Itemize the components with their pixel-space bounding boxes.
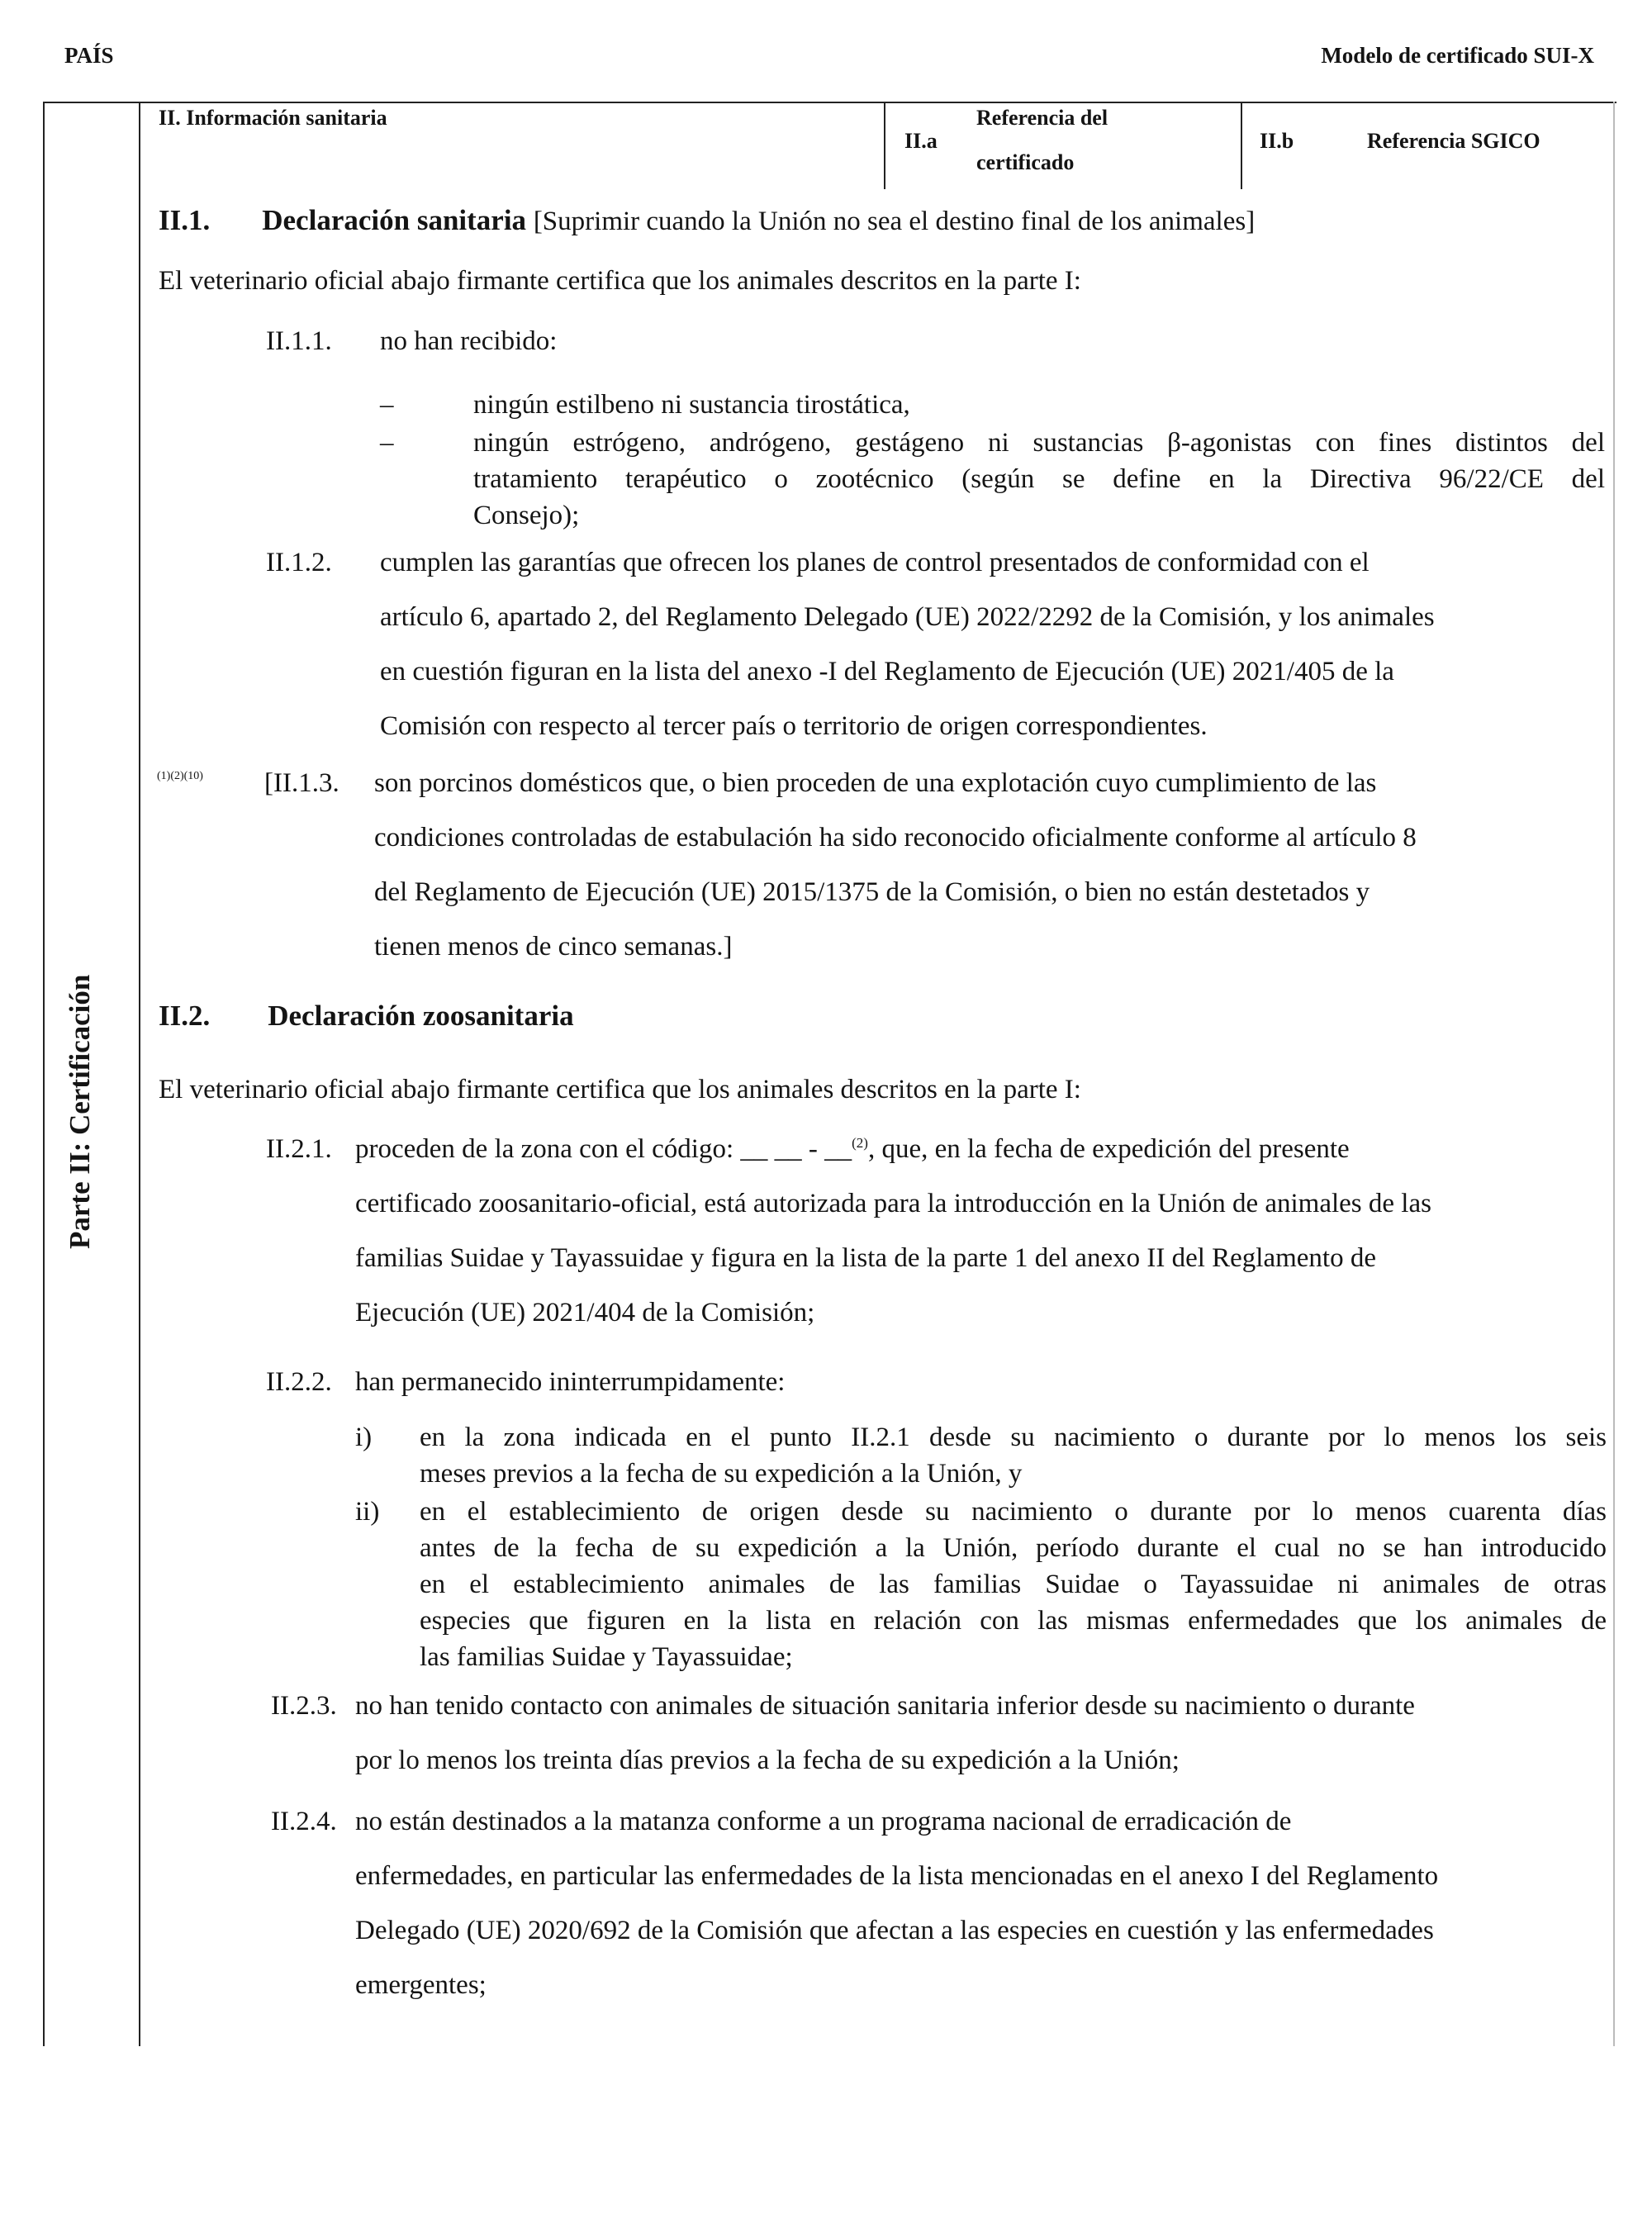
item-ii22-ii-line1: en el establecimiento de origen desde su nacimiento o durante por lo menos cuarenta días bbox=[420, 1497, 1607, 1527]
item-ii23-text bbox=[355, 1679, 1607, 1788]
item-ii12-text bbox=[380, 535, 1611, 753]
section-ii2-heading bbox=[159, 998, 574, 1034]
ref-b-label: Referencia SGICO bbox=[1367, 129, 1540, 153]
item-ii13-text bbox=[374, 756, 1605, 974]
item-ii13-line3: del Reglamento de Ejecución (UE) 2015/1375 de la Comisión, o bien no están destetados y bbox=[374, 877, 1370, 907]
item-ii12-line4: Comisión con respecto al tercer país o territorio de origen correspondientes. bbox=[380, 711, 1208, 741]
item-ii24-number: II.2.4. bbox=[271, 1807, 337, 1836]
item-ii22-i-line1: en la zona indicada en el punto II.2.1 desde su nacimiento o durante por lo menos los seis bbox=[420, 1422, 1607, 1452]
section-ii2-number: II.2. bbox=[159, 1000, 211, 1032]
item-ii22-text: han permanecido ininterrumpidamente: bbox=[355, 1367, 786, 1397]
item-ii12-number: II.1.2. bbox=[266, 548, 332, 577]
item-ii11-bullet1: ningún estilbeno ni sustancia tirostática, bbox=[473, 390, 910, 420]
item-ii22-ii-text bbox=[420, 1494, 1607, 1675]
section-title-health-info: II. Información sanitaria bbox=[159, 106, 387, 130]
item-ii13-footnote-ref: (1)(2)(10) bbox=[157, 770, 203, 782]
section-ii1-title: Declaración sanitaria bbox=[262, 204, 527, 236]
side-label-part-ii: Parte II: Certificación bbox=[64, 974, 96, 1249]
item-ii24-line4: emergentes; bbox=[355, 1970, 487, 2000]
item-ii24-text bbox=[355, 1794, 1607, 2012]
item-ii22-i-number: i) bbox=[355, 1422, 373, 1452]
item-ii11-bullet2 bbox=[473, 425, 1605, 534]
frame-top-border bbox=[43, 102, 1616, 103]
item-ii23-line2: por lo menos los treinta días previos a la fecha de su expedición a la Unión; bbox=[355, 1745, 1180, 1775]
item-ii23-number: II.2.3. bbox=[271, 1691, 337, 1721]
dash-bullet-1: – bbox=[380, 390, 394, 420]
section-ii1-heading bbox=[159, 202, 1255, 240]
section-ii1-number: II.1. bbox=[159, 204, 211, 236]
section-ii2-intro: El veterinario oficial abajo firmante certifica que los animales descritos en la parte I: bbox=[159, 1075, 1081, 1104]
item-ii12-line3: en cuestión figuran en la lista del anexo -I del Reglamento de Ejecución (UE) 2021/405 de la bbox=[380, 657, 1394, 686]
item-ii21-line3: familias Suidae y Tayassuidae y figura en la lista de la parte 1 del anexo II del Reglamento de bbox=[355, 1243, 1376, 1273]
item-ii12-line2: artículo 6, apartado 2, del Reglamento Delegado (UE) 2022/2292 de la Comisión, y los animales bbox=[380, 602, 1435, 632]
item-ii11-bullet2-line2: tratamiento terapéutico o zootécnico (según se define en la Directiva 96/22/CE del bbox=[473, 464, 1605, 494]
item-ii11-bullet2-line1: ningún estrógeno, andrógeno, gestágeno ni sustancias β-agonistas con fines distintos del bbox=[473, 428, 1605, 458]
item-ii22-i-line2: meses previos a la fecha de su expedición a la Unión, y bbox=[420, 1459, 1023, 1489]
item-ii21-line2: certificado zoosanitario-oficial, está autorizada para la introducción en la Unión de animales de las bbox=[355, 1189, 1431, 1218]
country-label: PAÍS bbox=[64, 43, 114, 68]
ref-a-code: II.a bbox=[904, 129, 938, 153]
item-ii22-ii-line4: especies que figuren en la lista en relación con las mismas enfermedades que los animales de bbox=[420, 1606, 1607, 1636]
ref-b-code: II.b bbox=[1260, 129, 1294, 153]
item-ii22-ii-number: ii) bbox=[355, 1497, 380, 1527]
item-ii21-footnote-ref: (2) bbox=[852, 1135, 868, 1151]
section-ii1-intro: El veterinario oficial abajo firmante certifica que los animales descritos en la parte I: bbox=[159, 266, 1081, 296]
item-ii22-ii-line5: las familias Suidae y Tayassuidae; bbox=[420, 1642, 793, 1672]
header-divider-b bbox=[1241, 102, 1242, 189]
item-ii24-line3: Delegado (UE) 2020/692 de la Comisión que afectan a las especies en cuestión y las enfermedades bbox=[355, 1916, 1434, 1945]
certificate-model-label: Modelo de certificado SUI-X bbox=[1321, 43, 1594, 68]
item-ii11-bullet2-line3: Consejo); bbox=[473, 501, 580, 530]
ref-a-label-line1: Referencia del bbox=[976, 106, 1108, 130]
section-ii1-note: [Suprimir cuando la Unión no sea el destino final de los animales] bbox=[533, 207, 1256, 236]
item-ii23-line1: no han tenido contacto con animales de situación sanitaria inferior desde su nacimiento o durante bbox=[355, 1691, 1415, 1721]
ref-a-label-line2: certificado bbox=[976, 150, 1075, 174]
item-ii21-line1-rest: , que, en la fecha de expedición del presente bbox=[867, 1134, 1350, 1164]
item-ii13-line2: condiciones controladas de estabulación ha sido reconocido oficialmente conforme al artículo 8 bbox=[374, 823, 1417, 853]
item-ii22-ii-line3: en el establecimiento animales de las familias Suidae o Tayassuidae ni animales de otras bbox=[420, 1570, 1607, 1599]
item-ii21-line1-code: proceden de la zona con el código: __ __ - __ bbox=[355, 1134, 852, 1164]
item-ii21-text bbox=[355, 1122, 1607, 1340]
frame-left-border bbox=[43, 102, 45, 2046]
item-ii22-number: II.2.2. bbox=[266, 1367, 332, 1397]
item-ii22-i-text bbox=[420, 1419, 1607, 1492]
item-ii24-line2: enfermedades, en particular las enfermedades de la lista mencionadas en el anexo I del Reglamento bbox=[355, 1861, 1439, 1891]
item-ii21-line1 bbox=[355, 1122, 1607, 1176]
section-ii2-title: Declaración zoosanitaria bbox=[268, 1000, 574, 1032]
item-ii11-text: no han recibido: bbox=[380, 326, 558, 356]
frame-right-border bbox=[1613, 102, 1615, 2046]
item-ii21-number: II.2.1. bbox=[266, 1134, 332, 1164]
item-ii21-line4: Ejecución (UE) 2021/404 de la Comisión; bbox=[355, 1298, 815, 1327]
item-ii24-line1: no están destinados a la matanza conforme a un programa nacional de erradicación de bbox=[355, 1807, 1292, 1836]
item-ii13-number: [II.1.3. bbox=[264, 768, 339, 798]
item-ii13-line4: tienen menos de cinco semanas.] bbox=[374, 932, 733, 962]
frame-inner-border bbox=[139, 102, 140, 2046]
item-ii22-ii-line2: antes de la fecha de su expedición a la Unión, período durante el cual no se han introducido bbox=[420, 1533, 1607, 1563]
dash-bullet-2: – bbox=[380, 428, 394, 458]
item-ii13-line1: son porcinos domésticos que, o bien proceden de una explotación cuyo cumplimiento de las bbox=[374, 768, 1377, 798]
header-divider-a bbox=[884, 102, 885, 189]
item-ii12-line1: cumplen las garantías que ofrecen los planes de control presentados de conformidad con el bbox=[380, 548, 1370, 577]
item-ii11-number: II.1.1. bbox=[266, 326, 332, 356]
